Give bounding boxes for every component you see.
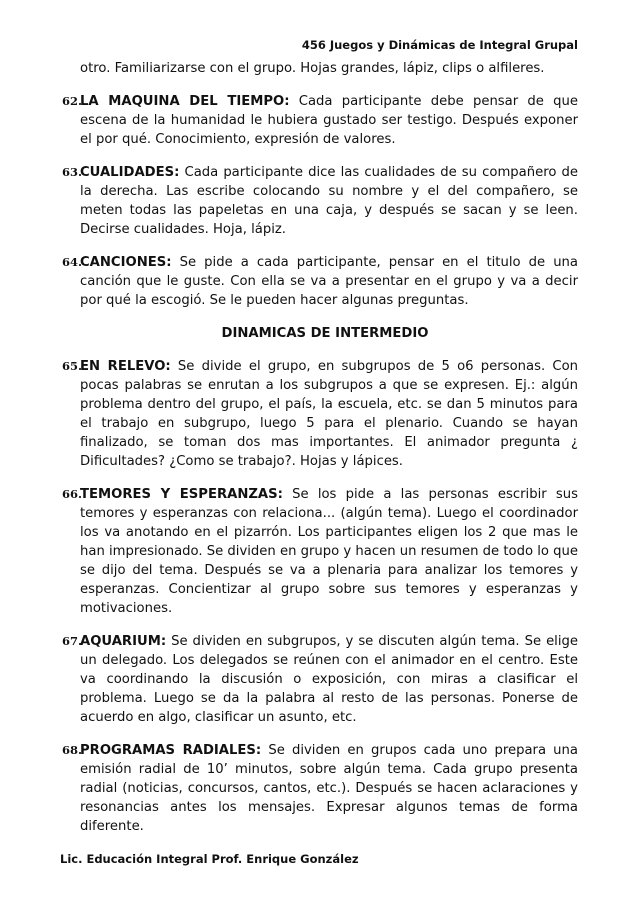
item-number: 64. (62, 255, 83, 269)
page-header: 456 Juegos y Dinámicas de Integral Grupal (301, 38, 578, 52)
document-body (62, 59, 578, 850)
item-text: Cada participante dice las cualidades de su compañero de la derecha. Las escribe colocando su nombre y el del compañero, se meten todas las papeletas en una caja, y después se sacan y se leen. Decirse cualidades. Hoja, lápiz. (80, 165, 578, 237)
item-title: CANCIONES: (80, 255, 172, 270)
item-title: PROGRAMAS RADIALES: (80, 743, 262, 758)
item-number: 67. (62, 634, 83, 648)
list-item (62, 632, 578, 727)
item-number: 66. (62, 487, 83, 501)
item-title: CUALIDADES: (80, 165, 180, 180)
page-footer: Lic. Educación Integral Prof. Enrique González (60, 852, 359, 866)
item-text: Cada participante debe pensar de que escena de la humanidad le hubiera gustado ser testigo. Después exponer el por qué. Conocimiento, expresión de valores. (80, 94, 579, 147)
list-item (62, 92, 578, 149)
item-title: EN RELEVO: (80, 359, 171, 374)
item-title: LA MAQUINA DEL TIEMPO: (80, 94, 290, 109)
list-item (62, 163, 578, 239)
section-heading: DINAMICAS DE INTERMEDIO (221, 326, 429, 341)
item-text: Se divide el grupo, en subgrupos de 5 o6 personas. Con pocas palabras se enrutan a los subgrupos a que se expresen. Ej.: algún problema dentro del grupo, el país, la escuela, etc. se dan 5 minutos para el trabajo en subgrupo, luego 5 para el plenario. Cuando se hayan finalizado, se toman dos mas importantes. El animador pregunta ¿ Dificultades? ¿Como se trabajo?. Hojas y lápices. (80, 359, 578, 469)
item-number: 68. (62, 743, 83, 757)
list-item (62, 357, 578, 471)
list-item (62, 253, 578, 310)
item-number: 65. (62, 359, 83, 373)
continuation-paragraph: otro. Familiarizarse con el grupo. Hojas grandes, lápiz, clips o alfileres. (80, 61, 545, 76)
item-text: Se pide a cada participante, pensar en el titulo de una canción que le guste. Con ella se va a presentar en el grupo y va a decir por qué la escogió. Se le pueden hacer algunas preguntas. (80, 255, 578, 308)
item-number: 62. (62, 94, 83, 108)
list-item (62, 485, 578, 618)
item-text: Se dividen en subgrupos, y se discuten algún tema. Se elige un delegado. Los delegados se reúnen con el animador en el centro. Este va coordinando la discusión o exposición, con miras a clasificar el problema. Luego se da la palabra al resto de las personas. Ponerse de acuerdo en algo, clasificar un asunto, etc. (80, 634, 578, 725)
item-title: AQUARIUM: (80, 634, 167, 649)
list-item (62, 741, 578, 836)
item-text: Se dividen en grupos cada uno prepara una emisión radial de 10’ minutos, sobre algún tema. Cada grupo presenta radial (noticias, concursos, cantos, etc.). Después se hacen aclaraciones y resonancias antes los mensajes. Expresar algunos temas de forma diferente. (80, 743, 578, 834)
item-text: Se los pide a las personas escribir sus temores y esperanzas con relaciona... (algún tema). Luego el coordinador los va anotando en el pizarrón. Los participantes eligen los 2 que mas le han impresionado. Se dividen en grupo y hacen un resumen de todo lo que se dijo del tema. Después se va a plenaria para analizar los temores y esperanzas. Concientizar al grupo sobre sus temores y esperanzas y motivaciones. (80, 487, 578, 616)
item-title: TEMORES Y ESPERANZAS: (80, 487, 283, 502)
item-number: 63. (62, 165, 83, 179)
